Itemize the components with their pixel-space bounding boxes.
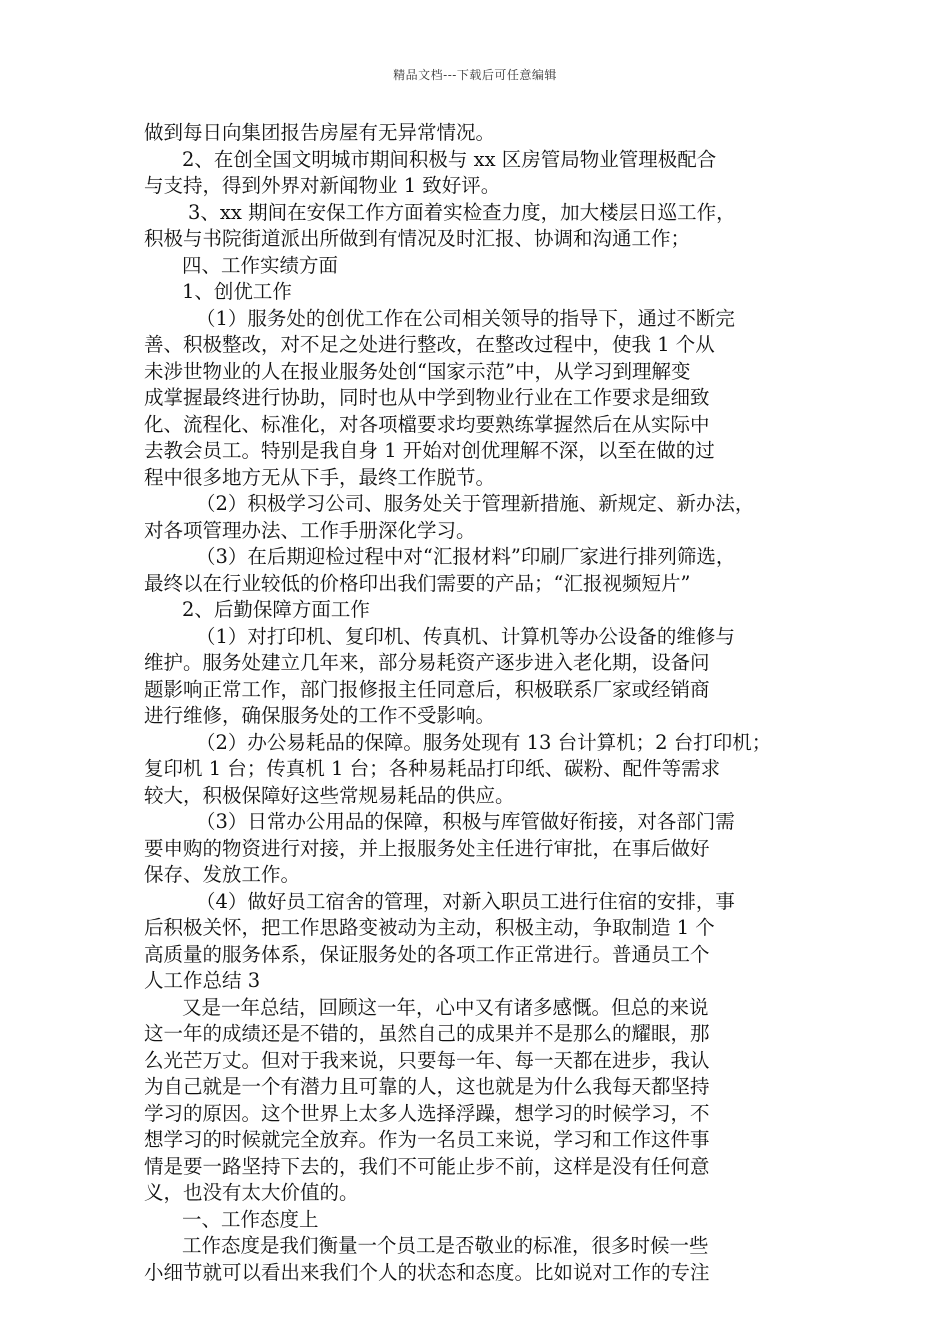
text-line: 维护。服务处建立几年来，部分易耗资产逐步进入老化期，设备问 — [144, 651, 710, 674]
subsection-heading: 2、后勤保障方面工作 — [182, 598, 370, 621]
text-line: （3）在后期迎检过程中对“汇报材料”印刷厂家进行排列筛选， — [196, 545, 736, 568]
text-line: 小细节就可以看出来我们个人的状态和态度。比如说对工作的专注 — [144, 1260, 710, 1284]
text-line: 程中很多地方无从下手，最终工作脱节。 — [144, 465, 496, 489]
text-line: 做到每日向集团报告房屋有无异常情况。 — [144, 121, 496, 144]
text-line: 最终以在行业较低的价格印出我们需要的产品；“汇报视频短片” — [144, 571, 691, 595]
text-line: 复印机 1 台；传真机 1 台；各种易耗品打印纸、碳粉、配件等需求 — [144, 757, 721, 780]
text-line: （1）对打印机、复印机、传真机、计算机等办公设备的维修与 — [196, 624, 735, 648]
text-line: 3、xx 期间在安保工作方面着实检查力度，加大楼层日巡工作， — [188, 200, 736, 224]
text-line: 善、积极整改，对不足之处进行整改，在整改过程中，使我 1 个从 — [144, 333, 715, 356]
text-line: 为自己就是一个有潜力且可靠的人，这也就是为什么我每天都坚持 — [144, 1075, 710, 1098]
page-header: 精品文档---下载后可任意编辑 — [393, 68, 557, 82]
text-line: （4）做好员工宿舍的管理，对新入职员工进行住宿的安排，事 — [196, 889, 735, 913]
document-body — [144, 120, 816, 1286]
text-line: 人工作总结 3 — [144, 969, 261, 992]
text-line: 想学习的时候就完全放弃。作为一名员工来说，学习和工作这件事 — [144, 1128, 710, 1151]
text-line: 去教会员工。特别是我自身 1 开始对创优理解不深，以至在做的过 — [144, 439, 715, 462]
section-heading: 四、工作实绩方面 — [182, 253, 339, 277]
section-heading: 一、工作态度上 — [182, 1207, 319, 1231]
text-line: 要申购的物资进行对接，并上报服务处主任进行审批，在事后做好 — [144, 836, 710, 860]
text-line: 高质量的服务体系，保证服务处的各项工作正常进行。普通员工个 — [144, 942, 710, 966]
text-line: 保存、发放工作。 — [144, 863, 301, 886]
text-line: 学习的原因。这个世界上太多人选择浮躁，想学习的时候学习，不 — [144, 1101, 710, 1125]
text-line: 较大，积极保障好这些常规易耗品的供应。 — [144, 783, 515, 807]
text-line: 义，也没有太大价值的。 — [144, 1181, 359, 1204]
text-line: 这一年的成绩还是不错的，虽然自己的成果并不是那么的耀眼，那 — [144, 1022, 710, 1045]
text-line: 与支持，得到外界对新闻物业 1 致好评。 — [144, 174, 501, 197]
text-line: （3）日常办公用品的保障，积极与库管做好衔接，对各部门需 — [196, 810, 735, 833]
subsection-heading: 1、创优工作 — [182, 280, 292, 303]
text-line: 么光芒万丈。但对于我来说，只要每一年、每一天都在进步，我认 — [144, 1048, 710, 1072]
text-line: 未涉世物业的人在报业服务处创“国家示范”中，从学习到理解变 — [144, 359, 691, 383]
text-line: （2）办公易耗品的保障。服务处现有 13 台计算机；2 台打印机； — [196, 730, 772, 754]
text-line: 2、在创全国文明城市期间积极与 xx 区房管局物业管理极配合 — [182, 147, 717, 171]
text-line: （2）积极学习公司、服务处关于管理新措施、新规定、新办法， — [196, 492, 755, 515]
text-line: 积极与书院街道派出所做到有情况及时汇报、协调和沟通工作； — [144, 227, 691, 250]
text-line: 进行维修，确保服务处的工作不受影响。 — [144, 704, 496, 727]
text-line: 对各项管理办法、工作手册深化学习。 — [144, 518, 476, 542]
text-line: 又是一年总结，回顾这一年，心中又有诸多感慨。但总的来说 — [182, 995, 709, 1019]
text-line: （1）服务处的创优工作在公司相关领导的指导下，通过不断完 — [196, 306, 735, 330]
text-line: 化、流程化、标准化，对各项檔要求均要熟练掌握然后在从实际中 — [144, 412, 710, 436]
text-line: 成掌握最终进行协助，同时也从中学到物业行业在工作要求是细致 — [144, 386, 710, 409]
text-line: 情是要一路坚持下去的，我们不可能止步不前，这样是没有任何意 — [144, 1154, 710, 1178]
text-line: 工作态度是我们衡量一个员工是否敬业的标准，很多时候一些 — [182, 1234, 709, 1257]
text-line: 后积极关怀，把工作思路变被动为主动，积极主动，争取制造 1 个 — [144, 916, 715, 939]
text-line: 题影响正常工作，部门报修报主任同意后，积极联系厂家或经销商 — [144, 677, 710, 701]
